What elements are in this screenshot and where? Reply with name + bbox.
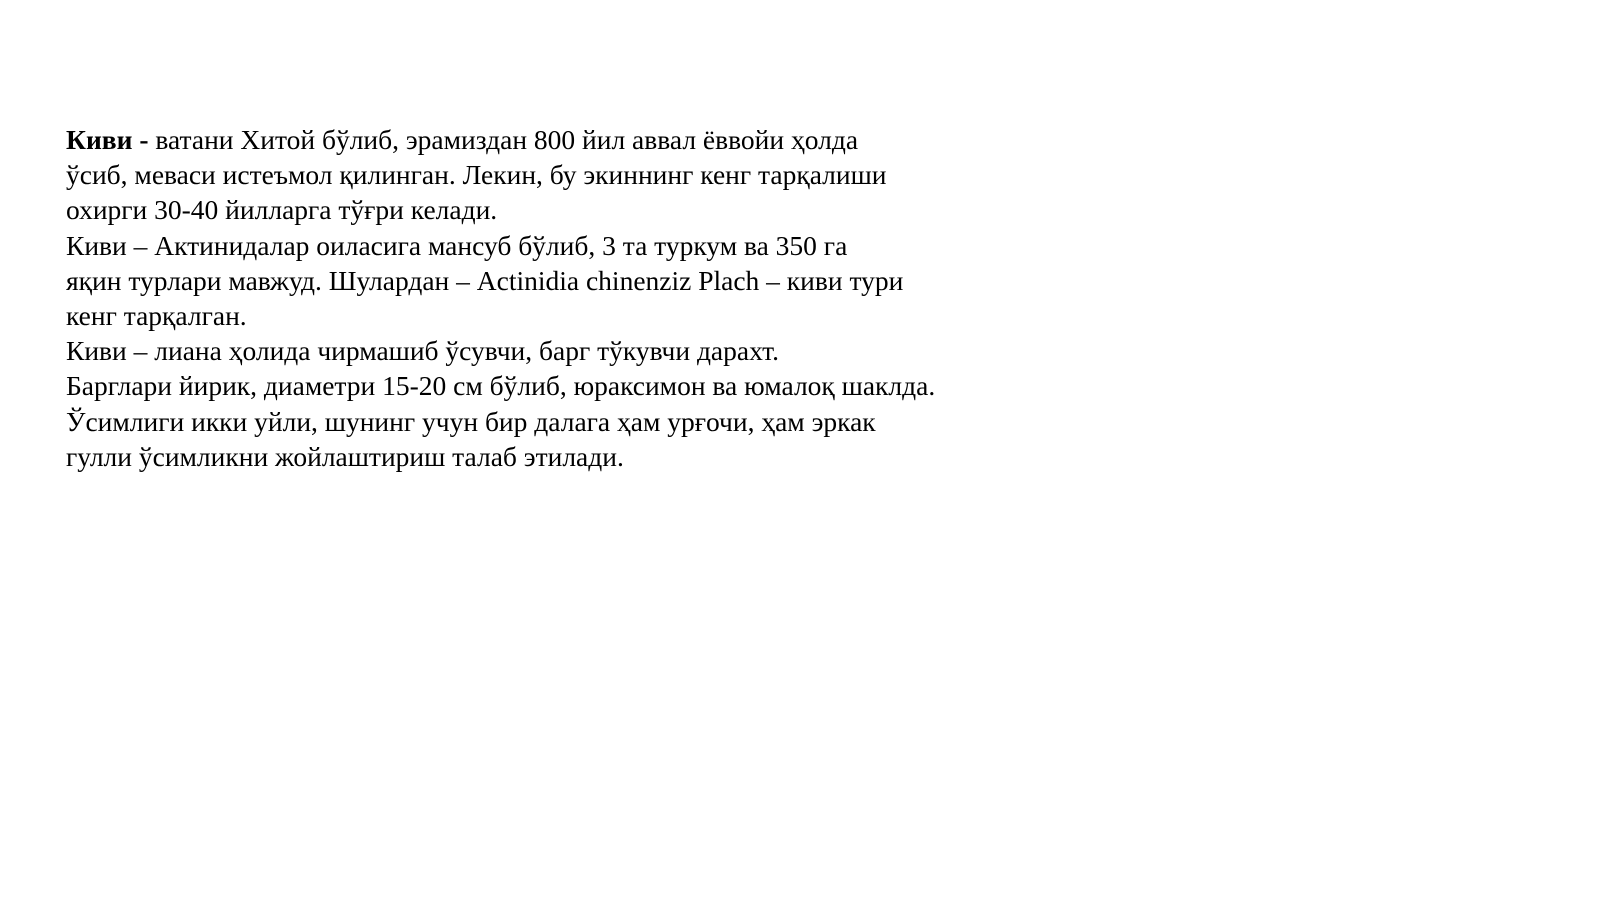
kiwi-description-text <box>66 122 1166 474</box>
intro-line-1: ватани Хитой бўлиб, эрамиздан 800 йил аввал ёввойи ҳолда <box>148 124 859 155</box>
text-line: Барглари йирик, диаметри 15-20 см бўлиб, юраксимон ва юмалоқ шаклда. <box>66 370 936 402</box>
text-line <box>66 122 1166 157</box>
text-line: Киви – Актинидалар оиласига мансуб бўлиб, 3 та туркум ва 350 га <box>66 229 848 261</box>
text-line: Киви – лиана ҳолида чирмашиб ўсувчи, барг тўкувчи дарахт. <box>66 335 779 367</box>
text-line: Ўсимлиги икки уйли, шунинг учун бир далага ҳам урғочи, ҳам эркак <box>66 405 876 437</box>
text-line: кенг тарқалган. <box>66 299 247 331</box>
text-line: гулли ўсимликни жойлаштириш талаб этилади. <box>66 440 624 472</box>
kiwi-term: Киви - <box>66 124 149 155</box>
text-line: яқин турлари мавжуд. Шулардан – Actinidia chinenziz Plach – киви тури <box>66 264 904 296</box>
intro-line-2: ўсиб, меваси истеъмол қилинган. Лекин, бу экиннинг кенг тарқалиши <box>66 159 887 191</box>
intro-line-3: охирги 30-40 йилларга тўғри келади. <box>66 194 498 226</box>
